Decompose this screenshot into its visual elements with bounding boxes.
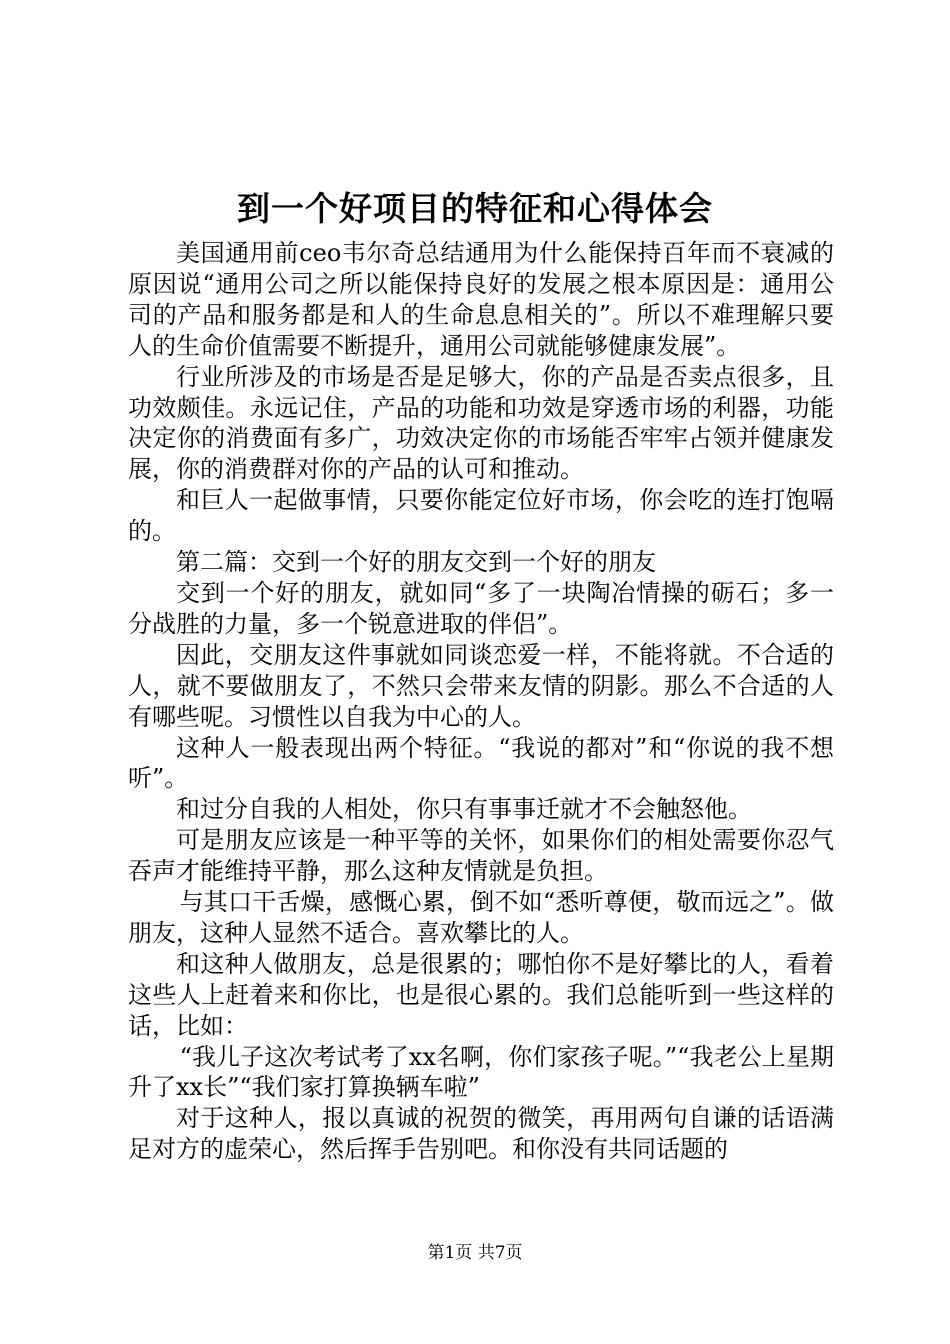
paragraph: 和巨人一起做事情，只要你能定位好市场，你会吃的连打饱嗝的。: [128, 486, 834, 546]
page-number-footer: 第1页 共7页: [427, 1243, 523, 1263]
section-heading: 第二篇：交到一个好的朋友交到一个好的朋友: [176, 548, 656, 577]
paragraph: 和这种人做朋友，总是很累的；哪怕你不是好攀比的人，看着这些人上赶着来和你比，也是很心累的。我们总能听到一些这样的话，比如：: [128, 949, 834, 1040]
paragraph: 行业所涉及的市场是否是足够大，你的产品是否卖点很多，且功效颇佳。永远记住，产品的功能和功效是穿透市场的利器，功能决定你的消费面有多广，功效决定你的市场能否牢牢占领并健康发展，你的消费群对你的产品的认可和推动。: [128, 362, 834, 484]
paragraph: 和过分自我的人相处，你只有事事迁就才不会触怒他。: [176, 795, 752, 824]
paragraph: 因此，交朋友这件事就如同谈恋爱一样，不能将就。不合适的人，就不要做朋友了，不然只会带来友情的阴影。那么不合适的人有哪些呢。习惯性以自我为中心的人。: [128, 640, 834, 731]
paragraph: 可是朋友应该是一种平等的关怀，如果你们的相处需要你忍气吞声才能维持平静，那么这种友情就是负担。: [128, 826, 834, 886]
paragraph: 交到一个好的朋友，就如同“多了一块陶冶情操的砺石；多一分战胜的力量，多一个锐意进取的伴侣”。: [128, 578, 834, 638]
paragraph: 对于这种人，报以真诚的祝贺的微笑，再用两句自谦的话语满足对方的虚荣心，然后挥手告别吧。和你没有共同话题的: [128, 1104, 834, 1164]
paragraph: 美国通用前ceo韦尔奇总结通用为什么能保持百年而不衰减的原因说“通用公司之所以能保持良好的发展之根本原因是：通用公司的产品和服务都是和人的生命息息相关的”。所以不难理解只要人的生命价值需要不断提升，通用公司就能够健康发展”。: [128, 239, 834, 360]
document-body: [128, 238, 834, 1165]
paragraph: 这种人一般表现出两个特征。“我说的都对”和“你说的我不想听”。: [128, 733, 834, 793]
document-title: 到一个好项目的特征和心得体会: [237, 189, 713, 228]
paragraph: 与其口干舌燥，感慨心累，倒不如“悉听尊便，敬而远之”。做朋友，这种人显然不适合。喜欢攀比的人。: [128, 888, 834, 947]
paragraph: “我儿子这次考试考了xx名啊，你们家孩子呢。”“我老公上星期升了xx长”“我们家打算换辆车啦”: [128, 1042, 834, 1102]
